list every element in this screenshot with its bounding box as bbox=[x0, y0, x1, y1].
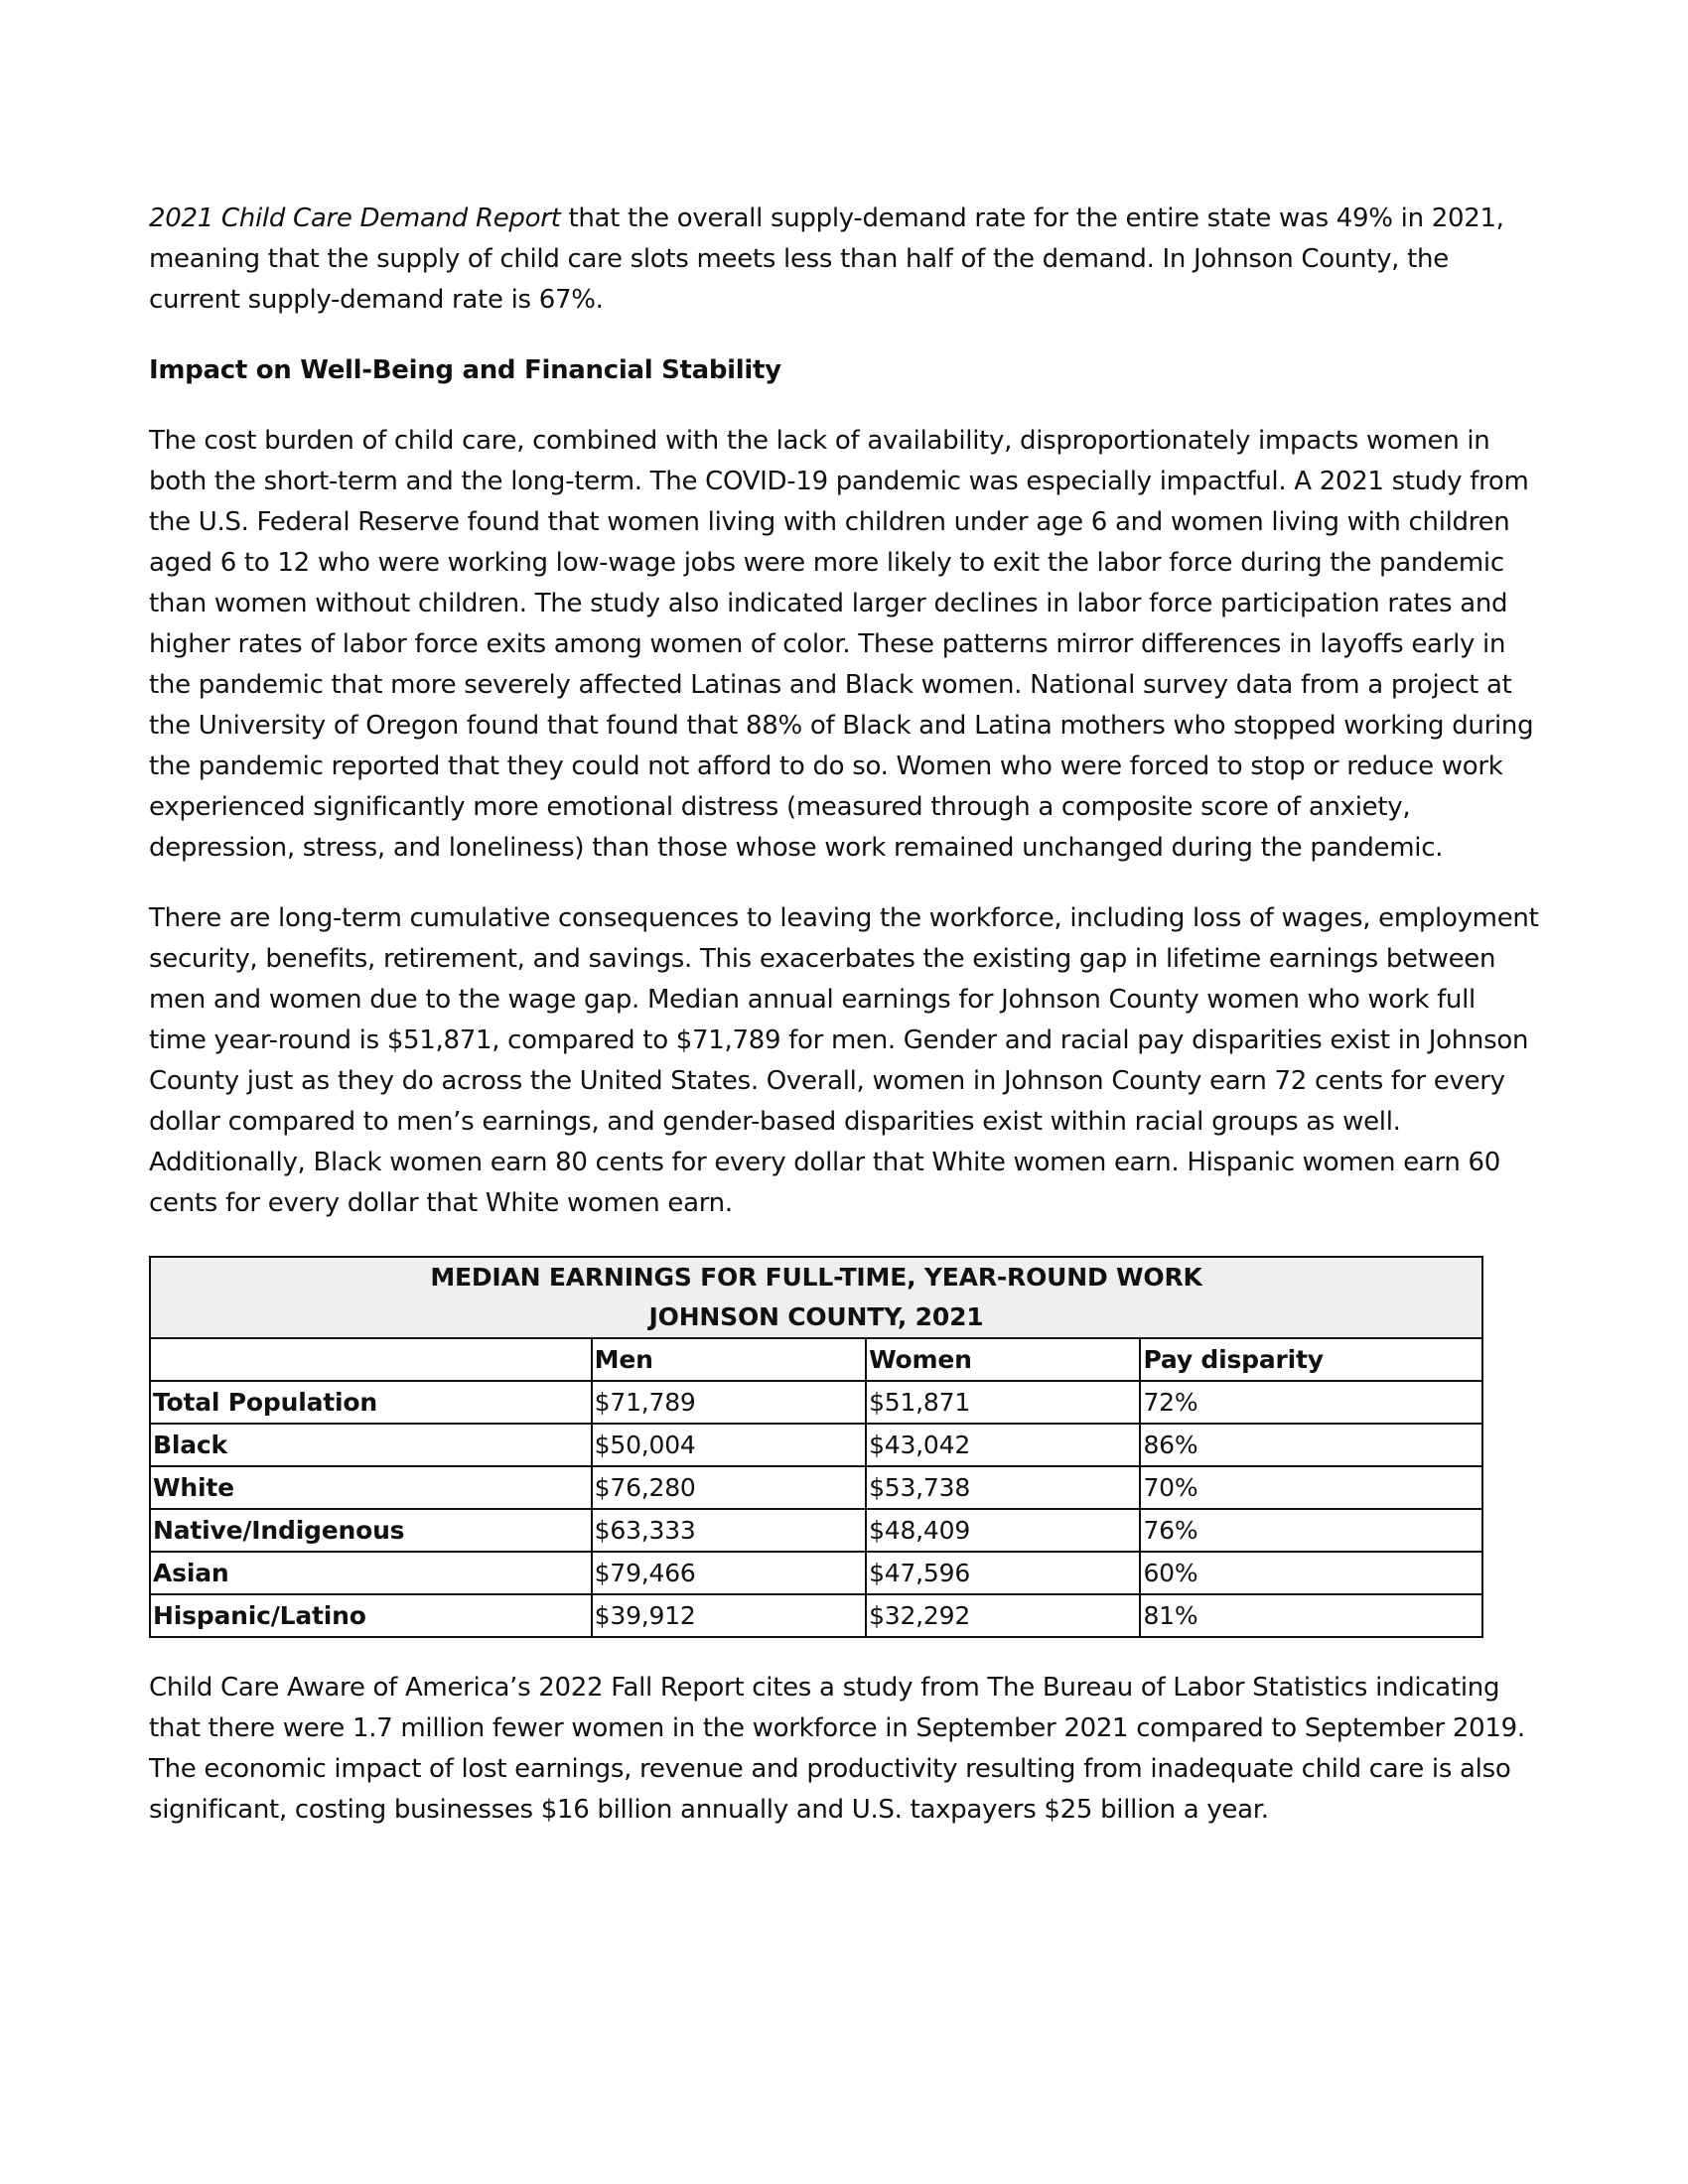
intro-text: that the overall supply-demand rate for the entire state was 49% in 2021, meaning that the supply of child care slots meets less than half of the demand. In Johnson County, the current supply-demand rate is 67%. bbox=[149, 204, 1504, 315]
women-earnings: $43,042 bbox=[866, 1424, 1140, 1466]
table-row bbox=[150, 1466, 1482, 1509]
row-label: Asian bbox=[150, 1552, 592, 1594]
women-earnings: $53,738 bbox=[866, 1466, 1140, 1509]
table-row bbox=[150, 1552, 1482, 1594]
row-label: Black bbox=[150, 1424, 592, 1466]
header-women: Women bbox=[866, 1338, 1140, 1381]
table-row bbox=[150, 1424, 1482, 1466]
table-row bbox=[150, 1509, 1482, 1552]
pay-disparity: 86% bbox=[1140, 1424, 1482, 1466]
document-page bbox=[149, 199, 1539, 1831]
table-row bbox=[150, 1381, 1482, 1424]
men-earnings: $79,466 bbox=[592, 1552, 866, 1594]
row-label: Total Population bbox=[150, 1381, 592, 1424]
women-earnings: $48,409 bbox=[866, 1509, 1140, 1552]
row-label: Native/Indigenous bbox=[150, 1509, 592, 1552]
row-label: White bbox=[150, 1466, 592, 1509]
men-earnings: $39,912 bbox=[592, 1594, 866, 1637]
men-earnings: $71,789 bbox=[592, 1381, 866, 1424]
paragraph-covid-impact: The cost burden of child care, combined with the lack of availability, disproportionately impacts women in both the short-term and the long-term. The COVID-19 pandemic was especially impactful. A 2021 study from the U.S. Federal Reserve found that women living with children under age 6 and women living with children aged 6 to 12 who were working low-wage jobs were more likely to exit the labor force during the pandemic than women without children. The study also indicated larger declines in labor force participation rates and higher rates of labor force exits among women of color. These patterns mirror differences in layoffs early in the pandemic that more severely affected Latinas and Black women. National survey data from a project at the University of Oregon found that found that 88% of Black and Latina mothers who stopped working during the pandemic reported that they could not afford to do so. Women who were forced to stop or reduce work experienced significantly more emotional distress (measured through a composite score of anxiety, depression, stress, and loneliness) than those whose work remained unchanged during the pandemic. bbox=[149, 426, 1534, 863]
women-earnings: $47,596 bbox=[866, 1552, 1140, 1594]
header-pay-disparity: Pay disparity bbox=[1140, 1338, 1482, 1381]
intro-paragraph bbox=[149, 199, 1539, 321]
median-earnings-table bbox=[149, 1256, 1483, 1638]
table-header-row bbox=[150, 1338, 1482, 1381]
men-earnings: $76,280 bbox=[592, 1466, 866, 1509]
men-earnings: $50,004 bbox=[592, 1424, 866, 1466]
pay-disparity: 72% bbox=[1140, 1381, 1482, 1424]
paragraph-economic-impact: Child Care Aware of America’s 2022 Fall Report cites a study from The Bureau of Labor Statistics indicating that there were 1.7 million fewer women in the workforce in September 2021 compared to September 2019. The economic impact of lost earnings, revenue and productivity resulting from inadequate child care is also significant, costing businesses $16 billion annually and U.S. taxpayers $25 billion a year. bbox=[149, 1673, 1525, 1825]
table-title bbox=[150, 1257, 1482, 1338]
women-earnings: $32,292 bbox=[866, 1594, 1140, 1637]
table-title-line-2: JOHNSON COUNTY, 2021 bbox=[648, 1302, 984, 1331]
table-title-line-1: MEDIAN EARNINGS FOR FULL-TIME, YEAR-ROUND WORK bbox=[430, 1263, 1202, 1292]
section-heading: Impact on Well-Being and Financial Stability bbox=[149, 355, 781, 385]
table-row bbox=[150, 1594, 1482, 1637]
report-title-italic: 2021 Child Care Demand Report bbox=[149, 204, 561, 233]
pay-disparity: 76% bbox=[1140, 1509, 1482, 1552]
women-earnings: $51,871 bbox=[866, 1381, 1140, 1424]
row-label: Hispanic/Latino bbox=[150, 1594, 592, 1637]
table-title-row bbox=[150, 1257, 1482, 1338]
men-earnings: $63,333 bbox=[592, 1509, 866, 1552]
paragraph-wage-gap: There are long-term cumulative consequences to leaving the workforce, including loss of wages, employment security, benefits, retirement, and savings. This exacerbates the existing gap in lifetime earnings between men and women due to the wage gap. Median annual earnings for Johnson County women who work full time year-round is $51,871, compared to $71,789 for men. Gender and racial pay disparities exist in Johnson County just as they do across the United States. Overall, women in Johnson County earn 72 cents for every dollar compared to men’s earnings, and gender-based disparities exist within racial groups as well. Additionally, Black women earn 80 cents for every dollar that White women earn. Hispanic women earn 60 cents for every dollar that White women earn. bbox=[149, 903, 1539, 1218]
pay-disparity: 60% bbox=[1140, 1552, 1482, 1594]
pay-disparity: 81% bbox=[1140, 1594, 1482, 1637]
header-blank bbox=[150, 1338, 592, 1381]
header-men: Men bbox=[592, 1338, 866, 1381]
pay-disparity: 70% bbox=[1140, 1466, 1482, 1509]
